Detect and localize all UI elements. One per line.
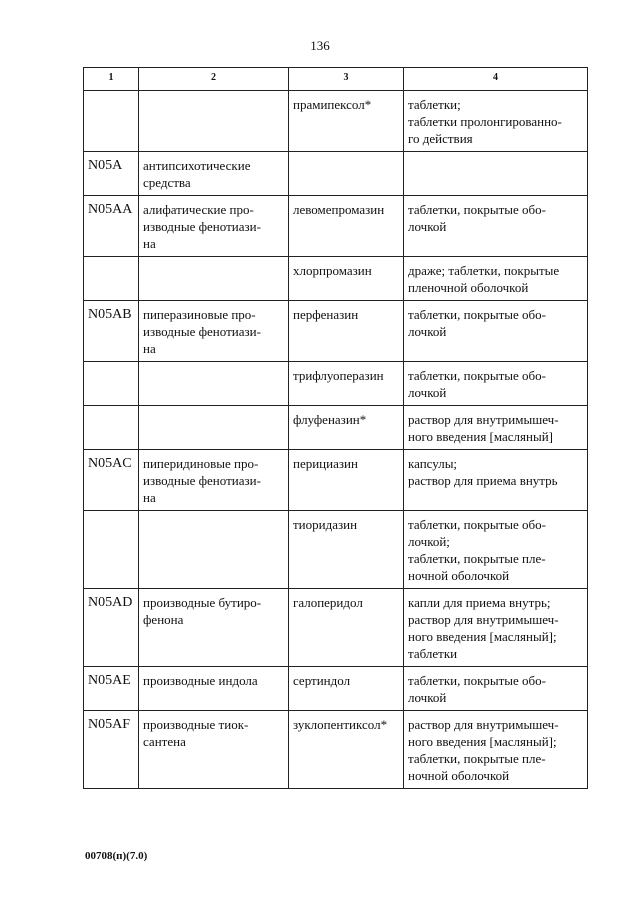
atc-code-cell: N05AB <box>84 301 139 362</box>
dosage-form-line: ного введения [масляный]; <box>408 629 557 644</box>
table-row <box>84 301 588 362</box>
drug-name-cell: перфеназин <box>289 301 404 362</box>
atc-code-cell: N05AD <box>84 589 139 667</box>
atc-code-cell: N05AA <box>84 196 139 257</box>
table-row <box>84 511 588 589</box>
column-header: 2 <box>139 68 289 91</box>
table-row <box>84 152 588 196</box>
table-row <box>84 450 588 511</box>
dosage-forms-cell <box>404 91 588 152</box>
dosage-forms-cell <box>404 511 588 589</box>
drug-name-cell: тиоридазин <box>289 511 404 589</box>
group-name-line: изводные фенотиази- <box>143 219 261 234</box>
dosage-forms-cell <box>404 406 588 450</box>
group-name-line: производные тиок- <box>143 717 249 732</box>
column-header: 4 <box>404 68 588 91</box>
atc-code-cell <box>84 362 139 406</box>
dosage-form-line: лочкой <box>408 324 447 339</box>
group-name-cell <box>139 511 289 589</box>
dosage-form-line: лочкой <box>408 385 447 400</box>
footer-code: 00708(п)(7.0) <box>85 850 148 862</box>
dosage-form-line: таблетки, покрытые обо- <box>408 517 546 532</box>
group-name-line: средства <box>143 175 191 190</box>
group-name-line: антипсихотические <box>143 158 251 173</box>
drug-name-cell <box>289 152 404 196</box>
dosage-form-line: таблетки, покрытые пле- <box>408 551 546 566</box>
group-name-line: фенона <box>143 612 184 627</box>
drug-name-cell: сертиндол <box>289 667 404 711</box>
drug-name-cell: трифлуоперазин <box>289 362 404 406</box>
dosage-form-line: пленочной оболочкой <box>408 280 529 295</box>
group-name-cell <box>139 406 289 450</box>
column-header: 3 <box>289 68 404 91</box>
column-header: 1 <box>84 68 139 91</box>
drug-name-cell: левомепромазин <box>289 196 404 257</box>
table-row <box>84 257 588 301</box>
dosage-form-line: ночной оболочкой <box>408 768 510 783</box>
drug-name-cell: хлорпромазин <box>289 257 404 301</box>
atc-code-cell <box>84 257 139 301</box>
table-row <box>84 667 588 711</box>
group-name-line: пиперидиновые про- <box>143 456 259 471</box>
drug-name-cell: перициазин <box>289 450 404 511</box>
table-row <box>84 406 588 450</box>
dosage-form-line: таблетки <box>408 646 458 661</box>
group-name-cell <box>139 362 289 406</box>
group-name-cell <box>139 711 289 789</box>
table-row <box>84 589 588 667</box>
drug-table <box>83 67 588 789</box>
dosage-forms-cell <box>404 196 588 257</box>
dosage-form-line: раствор для приема внутрь <box>408 473 558 488</box>
dosage-forms-cell <box>404 711 588 789</box>
dosage-form-line: таблетки, покрытые обо- <box>408 202 546 217</box>
dosage-forms-cell <box>404 589 588 667</box>
group-name-cell <box>139 152 289 196</box>
dosage-form-line: раствор для внутримышеч- <box>408 412 559 427</box>
dosage-form-line: таблетки, покрытые обо- <box>408 307 546 322</box>
group-name-cell <box>139 450 289 511</box>
group-name-line: алифатические про- <box>143 202 254 217</box>
dosage-form-line: капли для приема внутрь; <box>408 595 551 610</box>
drug-name-cell: флуфеназин* <box>289 406 404 450</box>
atc-code-cell: N05AC <box>84 450 139 511</box>
dosage-form-line: таблетки, покрытые пле- <box>408 751 546 766</box>
table-header-row <box>84 68 588 91</box>
atc-code-cell: N05A <box>84 152 139 196</box>
group-name-line: производные индола <box>143 673 258 688</box>
atc-code-cell <box>84 511 139 589</box>
dosage-form-line: лочкой <box>408 219 447 234</box>
group-name-line: изводные фенотиази- <box>143 324 261 339</box>
dosage-forms-cell <box>404 362 588 406</box>
dosage-form-line: ночной оболочкой <box>408 568 510 583</box>
group-name-line: изводные фенотиази- <box>143 473 261 488</box>
dosage-form-line: го действия <box>408 131 473 146</box>
dosage-form-line: ного введения [масляный]; <box>408 734 557 749</box>
group-name-cell <box>139 667 289 711</box>
drug-name-cell: прамипексол* <box>289 91 404 152</box>
group-name-line: на <box>143 490 156 505</box>
dosage-form-line: лочкой; <box>408 534 450 549</box>
dosage-form-line: таблетки пролонгированно- <box>408 114 562 129</box>
atc-code-cell: N05AF <box>84 711 139 789</box>
group-name-line: пиперазиновые про- <box>143 307 256 322</box>
drug-name-cell: зуклопентиксол* <box>289 711 404 789</box>
table-row <box>84 711 588 789</box>
dosage-form-line: драже; таблетки, покрытые <box>408 263 560 278</box>
group-name-cell <box>139 589 289 667</box>
dosage-forms-cell <box>404 301 588 362</box>
group-name-line: на <box>143 341 156 356</box>
dosage-form-line: таблетки, покрытые обо- <box>408 368 546 383</box>
dosage-forms-cell <box>404 667 588 711</box>
atc-code-cell: N05AE <box>84 667 139 711</box>
group-name-line: на <box>143 236 156 251</box>
atc-code-cell <box>84 406 139 450</box>
dosage-form-line: раствор для внутримышеч- <box>408 717 559 732</box>
table-row <box>84 91 588 152</box>
group-name-cell <box>139 91 289 152</box>
group-name-cell <box>139 301 289 362</box>
dosage-form-line: лочкой <box>408 690 447 705</box>
table-row <box>84 362 588 406</box>
dosage-form-line: таблетки, покрытые обо- <box>408 673 546 688</box>
table-row <box>84 196 588 257</box>
dosage-form-line: таблетки; <box>408 97 461 112</box>
dosage-forms-cell <box>404 257 588 301</box>
group-name-line: производные бутиро- <box>143 595 262 610</box>
dosage-forms-cell <box>404 152 588 196</box>
dosage-forms-cell <box>404 450 588 511</box>
dosage-form-line: раствор для внутримышеч- <box>408 612 559 627</box>
atc-code-cell <box>84 91 139 152</box>
dosage-form-line: капсулы; <box>408 456 458 471</box>
group-name-line: сантена <box>143 734 186 749</box>
dosage-form-line: ного введения [масляный] <box>408 429 553 444</box>
page-number: 136 <box>310 38 330 53</box>
table-body <box>84 91 588 789</box>
group-name-cell <box>139 257 289 301</box>
group-name-cell <box>139 196 289 257</box>
drug-name-cell: галоперидол <box>289 589 404 667</box>
